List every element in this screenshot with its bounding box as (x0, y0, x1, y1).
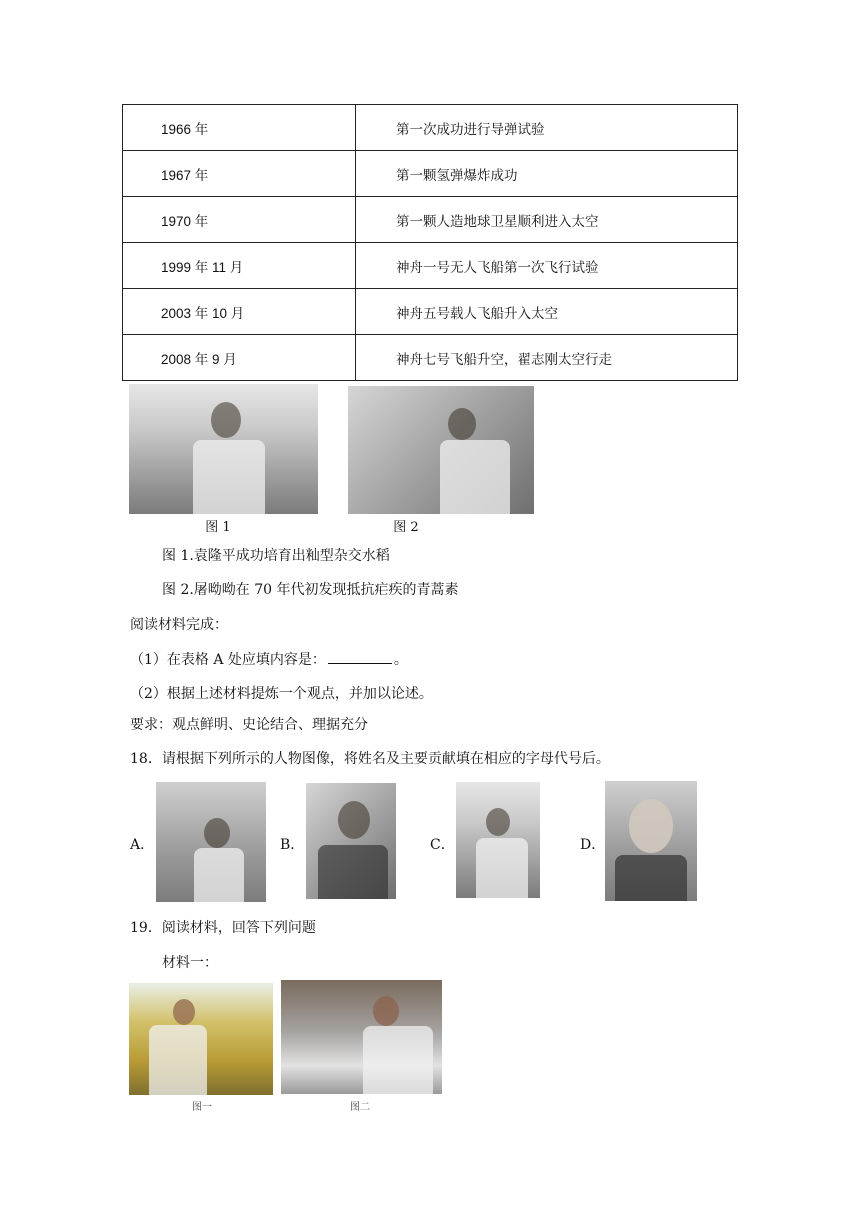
figure-label: 图二 (350, 1102, 370, 1113)
timeline-event: 第一次成功进行导弹试验 (356, 105, 738, 151)
option-label-c: C． (430, 837, 455, 853)
question-item: （2）根据上述材料提炼一个观点，并加以论述。 (130, 686, 433, 702)
table-row (123, 243, 738, 289)
timeline-event: 神舟五号载人飞船升入太空 (356, 289, 738, 335)
question-item (130, 649, 408, 669)
timeline-date: 1967 年 (123, 151, 356, 197)
material-label: 材料一： (162, 955, 218, 971)
timeline-date: 2008 年 9 月 (123, 335, 356, 381)
option-label-d: D． (580, 837, 606, 853)
photo-option-b (306, 783, 396, 899)
option-label-b: B． (280, 837, 305, 853)
answer-blank[interactable] (328, 651, 392, 664)
table-row (123, 335, 738, 381)
figure-label: 图一 (192, 1102, 212, 1113)
table-row (123, 151, 738, 197)
timeline-event: 神舟七号飞船升空，翟志刚太空行走 (356, 335, 738, 381)
question-text: 。 (393, 652, 408, 668)
timeline-date: 1999 年 11 月 (123, 243, 356, 289)
photo-option-d (605, 781, 697, 901)
question-intro: 阅读材料完成： (130, 617, 228, 633)
table-row (123, 289, 738, 335)
timeline-event: 神舟一号无人飞船第一次飞行试验 (356, 243, 738, 289)
timeline-date: 1970 年 (123, 197, 356, 243)
photo-tu-youyou-color (281, 980, 442, 1094)
table-row (123, 197, 738, 243)
photo-tu-youyou-lab (348, 386, 534, 514)
question-18: 18．请根据下列所示的人物图像，将姓名及主要贡献填在相应的字母代号后。 (130, 751, 610, 767)
question-requirement: 要求：观点鲜明、史论结合、理据充分 (130, 717, 368, 733)
photo-option-c (456, 782, 540, 898)
timeline-date: 1966 年 (123, 105, 356, 151)
photo-option-a (156, 782, 266, 902)
photo-yuan-longping-color (129, 983, 273, 1095)
timeline-event: 第一颗氢弹爆炸成功 (356, 151, 738, 197)
timeline-date: 2003 年 10 月 (123, 289, 356, 335)
photo-yuan-longping-field (129, 384, 318, 514)
figure-label: 图 2 (393, 520, 419, 535)
figure-label: 图 1 (205, 520, 231, 535)
figure-description: 图 1.袁隆平成功培育出籼型杂交水稻 (162, 548, 390, 564)
table-row (123, 105, 738, 151)
option-label-a: A． (130, 837, 155, 853)
timeline-event: 第一颗人造地球卫星顺利进入太空 (356, 197, 738, 243)
question-19: 19．阅读材料，回答下列问题 (130, 920, 316, 936)
question-text: （1）在表格 A 处应填内容是： (130, 652, 326, 668)
timeline-table (122, 104, 738, 381)
figure-description: 图 2.屠呦呦在 70 年代初发现抵抗疟疾的青蒿素 (162, 582, 459, 598)
